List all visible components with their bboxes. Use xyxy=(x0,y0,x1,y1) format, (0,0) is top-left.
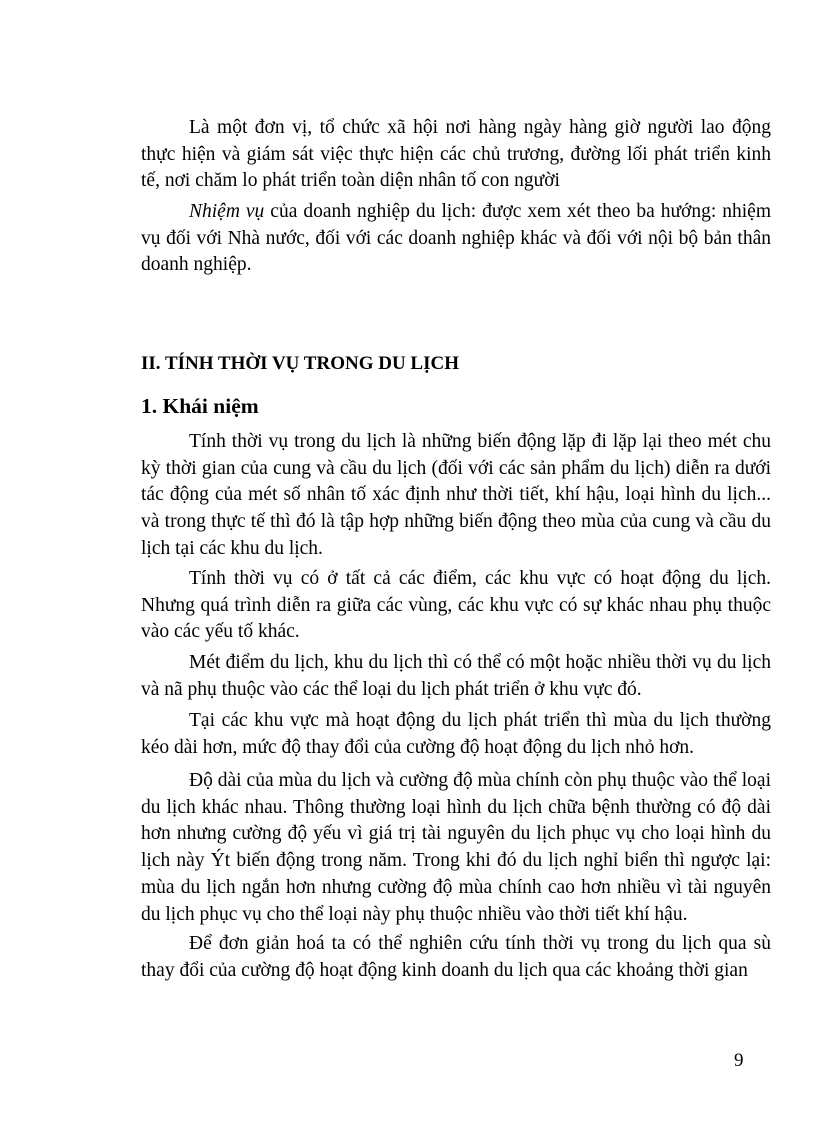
paragraph-simplification: Để đơn giản hoá ta có thể nghiên cứu tính thời vụ trong du lịch qua sù thay đổi của cường độ hoạt động kinh doanh du lịch qua các khoảng thời gian xyxy=(141,933,771,981)
paragraph-occurrence: Tính thời vụ có ở tất cả các điểm, các khu vực có hoạt động du lịch. Nhưng quá trình diễn ra giữa các vùng, các khu vực có sự khác nhau phụ thuộc vào các yếu tố khác. xyxy=(141,568,771,643)
paragraph-destination-seasons: Mét điểm du lịch, khu du lịch thì có thể có một hoặc nhiều thời vụ du lịch và nã phụ thuộc vào các thể loại du lịch phát triển ở khu vực đó. xyxy=(141,652,771,700)
term-nhiem-vu: Nhiệm vụ xyxy=(189,201,265,222)
paragraph-season-length: Độ dài của mùa du lịch và cường độ mùa chính còn phụ thuộc vào thể loại du lịch khác nhau. Thông thường loại hình du lịch chữa bệnh thường có độ dài hơn nhưng cường độ yếu vì giá trị tài nguyên du lịch phục vụ cho loại hình du lịch này Ýt biến động trong năm. Trong khi đó du lịch nghỉ biển thì ngược lại: mùa du lịch ngắn hơn nhưng cường độ mùa chính cao hơn nhiều vì tài nguyên du lịch phục vụ cho thể loại này phụ thuộc nhiều vào thời tiết khí hậu. xyxy=(141,770,771,925)
page-number: 9 xyxy=(734,1050,744,1071)
subsection-heading: 1. Khái niệm xyxy=(141,394,259,418)
paragraph-tasks xyxy=(141,199,771,279)
paragraph-tasks-text: của doanh nghiệp du lịch: được xem xét theo ba hướng: nhiệm vụ đối với Nhà nước, đối với các doanh nghiệp khác và đối với nội bộ bản thân doanh nghiệp. xyxy=(141,201,771,276)
paragraph-organization-role: Là một đơn vị, tổ chức xã hội nơi hàng ngày hàng giờ người lao động thực hiện và giám sát việc thực hiện các chủ trương, đường lối phát triển kinh tế, nơi chăm lo phát triển toàn diện nhân tố con người xyxy=(141,117,771,192)
paragraph-developed-areas: Tại các khu vực mà hoạt động du lịch phát triển thì mùa du lịch thường kéo dài hơn, mức độ thay đổi của cường độ hoạt động du lịch nhỏ hơn. xyxy=(141,710,771,758)
section-heading: II. TÍNH THỜI VỤ TRONG DU LỊCH xyxy=(141,353,459,374)
paragraph-definition: Tính thời vụ trong du lịch là những biến động lặp đi lặp lại theo mét chu kỳ thời gian của cung và cầu du lịch (đối với các sản phẩm du lịch) diễn ra dưới tác động của mét số nhân tố xác định như thời tiết, khí hậu, loại hình du lịch... và trong thực tế thì đó là tập hợp những biến động theo mùa của cung và cầu du lịch tại các khu du lịch. xyxy=(141,431,771,559)
